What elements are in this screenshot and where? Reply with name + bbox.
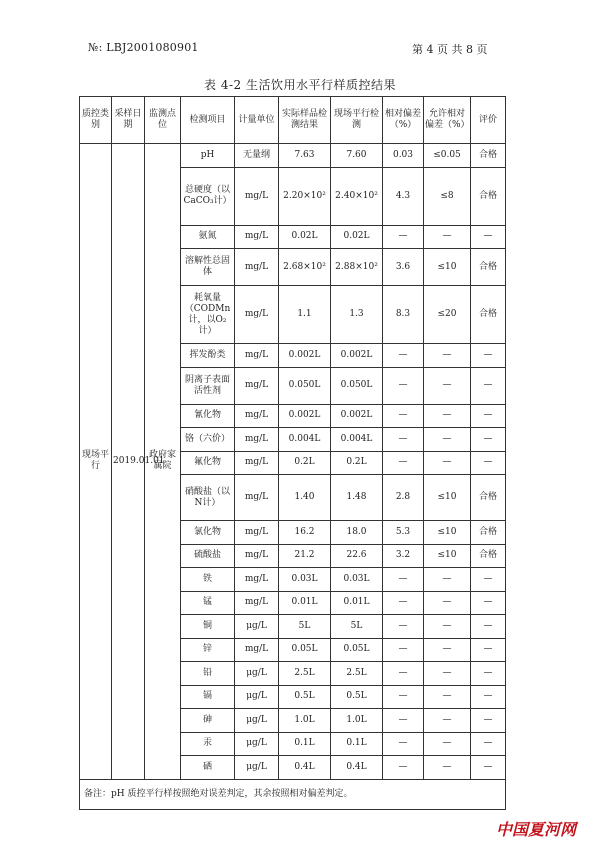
item-cell: 锌 [181,638,235,662]
table-row [80,144,506,168]
unit-cell: mg/L [235,521,279,545]
col-header: 评价 [471,97,506,144]
deviation-cell: — [383,225,424,249]
qc-category-cell: 现场平行 [80,144,112,780]
site-cell: 政府家属院 [145,144,181,780]
col-header: 监测点位 [145,97,181,144]
deviation-cell: — [383,428,424,452]
evaluation-cell: — [471,638,506,662]
col-header: 计量单位 [235,97,279,144]
item-cell: 镉 [181,685,235,709]
deviation-cell: — [383,615,424,639]
evaluation-cell: — [471,225,506,249]
deviation-cell: — [383,404,424,428]
parallel-cell: 18.0 [331,521,383,545]
deviation-cell: — [383,756,424,780]
parallel-cell: 7.60 [331,144,383,168]
allowed-cell: ≤8 [424,167,471,225]
unit-cell: μg/L [235,685,279,709]
evaluation-cell: — [471,344,506,368]
actual-cell: 2.5L [279,662,331,686]
evaluation-cell: — [471,732,506,756]
deviation-cell: — [383,568,424,592]
actual-cell: 16.2 [279,521,331,545]
allowed-cell: — [424,225,471,249]
parallel-cell: 1.3 [331,286,383,344]
unit-cell: mg/L [235,404,279,428]
deviation-cell: — [383,591,424,615]
table-title: 表 4-2 生活饮用水平行样质控结果 [204,78,396,92]
col-header: 检测项目 [181,97,235,144]
allowed-cell: — [424,732,471,756]
evaluation-cell: 合格 [471,144,506,168]
col-header: 相对偏差（%） [383,97,424,144]
evaluation-cell: 合格 [471,544,506,568]
watermark-logo: 中国夏河网 [496,820,577,839]
unit-cell: 无量纲 [235,144,279,168]
parallel-cell: 0.002L [331,344,383,368]
unit-cell: mg/L [235,249,279,286]
deviation-cell: 4.3 [383,167,424,225]
deviation-cell: 2.8 [383,475,424,521]
unit-cell: mg/L [235,428,279,452]
parallel-cell: 0.02L [331,225,383,249]
sample-date-cell: 2019.01.01 [112,144,145,780]
col-header: 现场平行检测 [331,97,383,144]
actual-cell: 1.1 [279,286,331,344]
evaluation-cell: — [471,404,506,428]
parallel-cell: 1.48 [331,475,383,521]
allowed-cell: — [424,638,471,662]
parallel-cell: 0.2L [331,451,383,475]
parallel-cell: 0.05L [331,638,383,662]
note-row [80,779,506,809]
item-cell: 硒 [181,756,235,780]
unit-cell: μg/L [235,709,279,733]
unit-cell: mg/L [235,286,279,344]
table-header-row [80,97,506,144]
item-cell: 汞 [181,732,235,756]
parallel-cell: 0.004L [331,428,383,452]
parallel-cell: 2.5L [331,662,383,686]
item-cell: 氟化物 [181,451,235,475]
evaluation-cell: 合格 [471,167,506,225]
unit-cell: μg/L [235,732,279,756]
parallel-cell: 0.03L [331,568,383,592]
deviation-cell: — [383,732,424,756]
parallel-cell: 22.6 [331,544,383,568]
unit-cell: μg/L [235,615,279,639]
allowed-cell: ≤0.05 [424,144,471,168]
unit-cell: μg/L [235,662,279,686]
col-header: 实际样品检测结果 [279,97,331,144]
actual-cell: 0.02L [279,225,331,249]
evaluation-cell: 合格 [471,475,506,521]
deviation-cell: — [383,709,424,733]
item-cell: 铅 [181,662,235,686]
unit-cell: mg/L [235,225,279,249]
deviation-cell: — [383,638,424,662]
parallel-cell: 0.1L [331,732,383,756]
actual-cell: 21.2 [279,544,331,568]
parallel-cell: 0.050L [331,367,383,404]
col-header: 质控类别 [80,97,112,144]
unit-cell: μg/L [235,756,279,780]
evaluation-cell: — [471,428,506,452]
page-indicator: 第 4 页 共 8 页 [412,43,488,56]
actual-cell: 5L [279,615,331,639]
deviation-cell: — [383,367,424,404]
actual-cell: 0.2L [279,451,331,475]
evaluation-cell: 合格 [471,521,506,545]
actual-cell: 0.002L [279,404,331,428]
deviation-cell: 3.2 [383,544,424,568]
evaluation-cell: — [471,662,506,686]
evaluation-cell: — [471,685,506,709]
item-cell: 硝酸盐（以N计） [181,475,235,521]
table-note: 备注：pH 质控平行样按照绝对误差判定，其余按照相对偏差判定。 [80,779,506,809]
deviation-cell: 0.03 [383,144,424,168]
evaluation-cell: — [471,615,506,639]
deviation-cell: — [383,451,424,475]
deviation-cell: 3.6 [383,249,424,286]
allowed-cell: ≤10 [424,475,471,521]
allowed-cell: — [424,756,471,780]
actual-cell: 7.63 [279,144,331,168]
evaluation-cell: — [471,591,506,615]
evaluation-cell: — [471,451,506,475]
allowed-cell: ≤10 [424,544,471,568]
item-cell: 氰化物 [181,404,235,428]
deviation-cell: 8.3 [383,286,424,344]
evaluation-cell: — [471,367,506,404]
item-cell: 铬（六价） [181,428,235,452]
unit-cell: mg/L [235,451,279,475]
allowed-cell: — [424,615,471,639]
allowed-cell: — [424,709,471,733]
actual-cell: 0.03L [279,568,331,592]
evaluation-cell: — [471,568,506,592]
parallel-cell: 0.5L [331,685,383,709]
allowed-cell: — [424,662,471,686]
actual-cell: 0.002L [279,344,331,368]
unit-cell: mg/L [235,167,279,225]
evaluation-cell: — [471,756,506,780]
actual-cell: 0.1L [279,732,331,756]
item-cell: 耗氧量（CODMn计，以O₂计） [181,286,235,344]
item-cell: 氨氮 [181,225,235,249]
allowed-cell: — [424,451,471,475]
parallel-cell: 1.0L [331,709,383,733]
actual-cell: 0.05L [279,638,331,662]
unit-cell: mg/L [235,568,279,592]
allowed-cell: — [424,404,471,428]
actual-cell: 1.0L [279,709,331,733]
actual-cell: 0.050L [279,367,331,404]
unit-cell: mg/L [235,344,279,368]
unit-cell: mg/L [235,544,279,568]
qc-results-table [79,96,506,810]
allowed-cell: ≤10 [424,249,471,286]
col-header: 采样日期 [112,97,145,144]
evaluation-cell: — [471,709,506,733]
actual-cell: 2.68×10² [279,249,331,286]
col-header: 允许相对偏差（%） [424,97,471,144]
allowed-cell: — [424,568,471,592]
evaluation-cell: 合格 [471,249,506,286]
item-cell: 锰 [181,591,235,615]
actual-cell: 0.004L [279,428,331,452]
parallel-cell: 0.01L [331,591,383,615]
parallel-cell: 2.88×10² [331,249,383,286]
unit-cell: mg/L [235,591,279,615]
parallel-cell: 2.40×10² [331,167,383,225]
unit-cell: mg/L [235,367,279,404]
report-number: №: LBJ2001080901 [88,41,199,54]
item-cell: 砷 [181,709,235,733]
parallel-cell: 0.4L [331,756,383,780]
allowed-cell: — [424,685,471,709]
allowed-cell: — [424,591,471,615]
actual-cell: 0.4L [279,756,331,780]
item-cell: 总硬度（以CaCO₃计） [181,167,235,225]
deviation-cell: 5.3 [383,521,424,545]
item-cell: 氯化物 [181,521,235,545]
item-cell: 铜 [181,615,235,639]
item-cell: 溶解性总固体 [181,249,235,286]
deviation-cell: — [383,685,424,709]
item-cell: pH [181,144,235,168]
deviation-cell: — [383,344,424,368]
actual-cell: 2.20×10² [279,167,331,225]
actual-cell: 0.5L [279,685,331,709]
allowed-cell: ≤10 [424,521,471,545]
unit-cell: mg/L [235,638,279,662]
item-cell: 铁 [181,568,235,592]
deviation-cell: — [383,662,424,686]
evaluation-cell: 合格 [471,286,506,344]
allowed-cell: — [424,428,471,452]
actual-cell: 0.01L [279,591,331,615]
parallel-cell: 0.002L [331,404,383,428]
item-cell: 阴离子表面活性剂 [181,367,235,404]
actual-cell: 1.40 [279,475,331,521]
allowed-cell: — [424,367,471,404]
item-cell: 硫酸盐 [181,544,235,568]
parallel-cell: 5L [331,615,383,639]
item-cell: 挥发酚类 [181,344,235,368]
unit-cell: mg/L [235,475,279,521]
allowed-cell: — [424,344,471,368]
allowed-cell: ≤20 [424,286,471,344]
